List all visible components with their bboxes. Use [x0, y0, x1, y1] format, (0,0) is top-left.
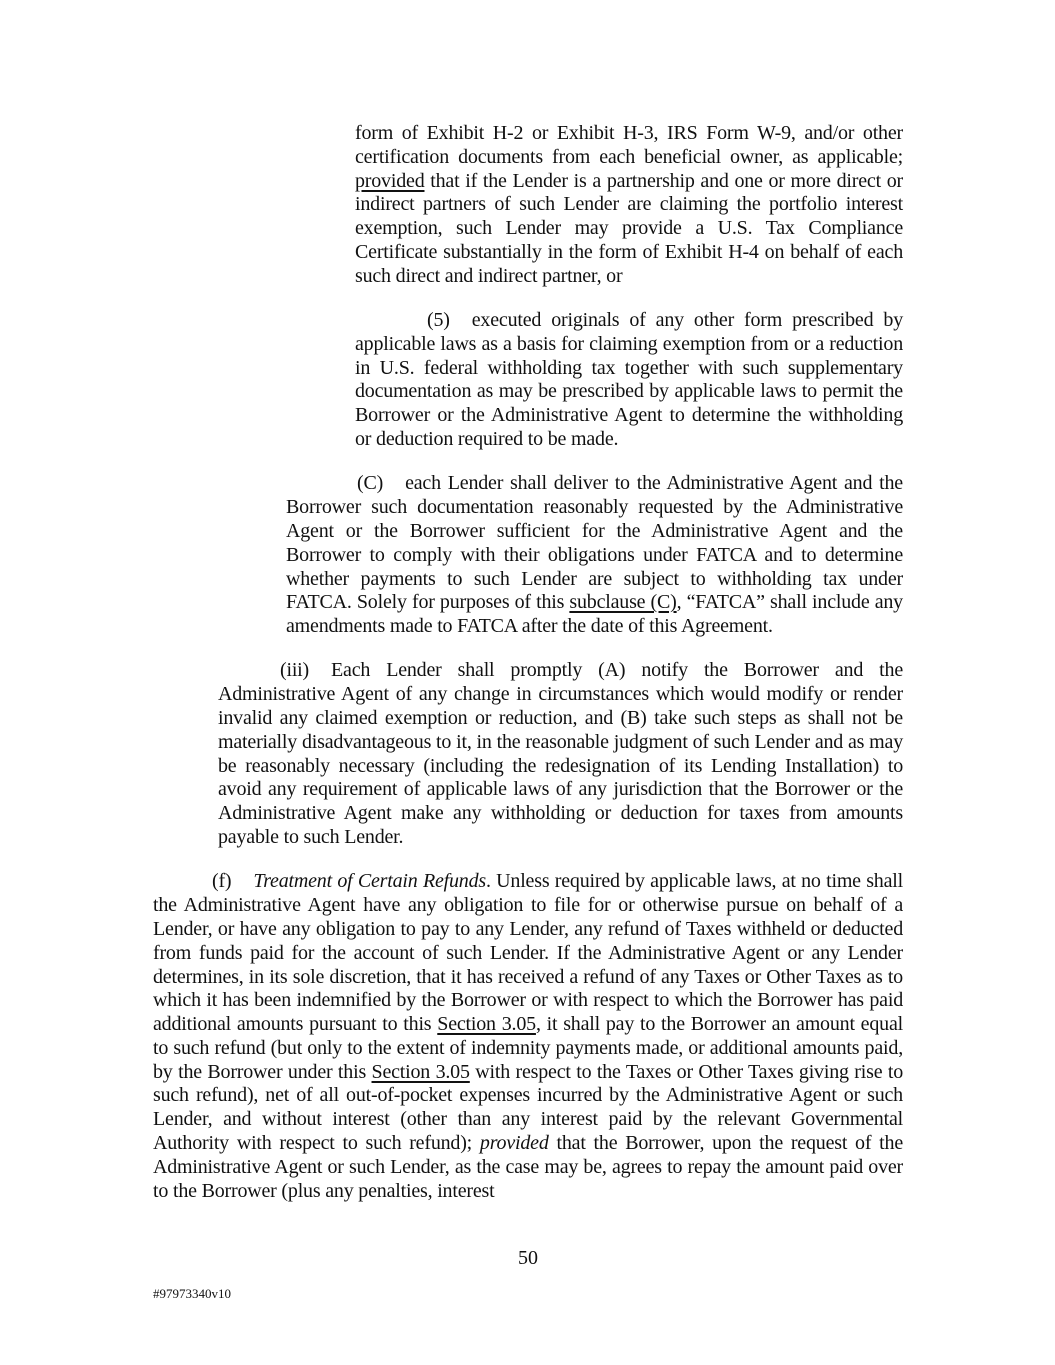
document-control-number: #97973340v10 [153, 1286, 231, 1301]
text-run: , “FATCA” shall include any amendments made to FATCA after the date of this Agreement. [286, 591, 903, 638]
text-run: (f) [212, 870, 232, 893]
text-run: . Unless required by applicable laws, at no time shall the Administrative Agent have any obligation to file for or otherwise pursue on behalf of a Lender, or have any obligation to pay to any Lender, any refund of Taxes withheld or deducted from funds paid for the account of such Lender. If the Administrative Agent or any Lender determines, in its sole discretion, that it has received a refund of any Taxes or Other Taxes as to which it has been indemnified by the Borrower or with respect to which the Borrower has paid additional amounts pursuant to this [153, 870, 903, 1036]
paragraph-clause-5 [355, 309, 903, 452]
text-run: (C) [357, 472, 384, 495]
paragraph-clause-c [286, 472, 903, 639]
text-run: subclause (C) [569, 591, 677, 614]
text-run: , it shall pay to the Borrower an amount equal to such refund (but only to the extent of indemnity payments made, or additional amounts paid, by the Borrower under this [153, 1013, 903, 1083]
page-number: 50 [518, 1247, 538, 1269]
text-run: executed originals of any other form prescribed by applicable laws as a basis for claiming exemption from or a reduction in U.S. federal withholding tax together with such supplementary documentation as may be prescribed by applicable laws to permit the Borrower or the Administrative Agent to determine the withholding or deduction required to be made. [355, 309, 903, 451]
text-run: that if the Lender is a partnership and one or more direct or indirect partners of such Lender are claiming the portfolio interest exemption, such Lender may provide a U.S. Tax Compliance Certificate substantially in the form of Exhibit H-4 on behalf of each such direct and indirect partner, or [355, 169, 903, 287]
paragraph-clause-iii [218, 659, 903, 849]
text-run: provided [355, 169, 425, 192]
paragraph-exhibit-forms-continuation [355, 122, 903, 289]
paragraph-clause-f [153, 870, 903, 1203]
text-run: with respect to the Taxes or Other Taxes giving rise to such refund), net of all out-of-pocket expenses incurred by the Administrative Agent or such Lender, and without interest (other than any interest paid by the relevant Governmental Authority with respect to such refund); [153, 1060, 904, 1155]
text-run: (5) [427, 309, 450, 332]
text-run: Section 3.05 [437, 1013, 536, 1036]
text-run: (iii) [280, 659, 309, 682]
text-run: provided [479, 1132, 549, 1155]
text-run: Treatment of Certain Refunds [253, 870, 486, 893]
text-run: that the Borrower, upon the request of the Administrative Agent or such Lender, as the case may be, agrees to repay the amount paid over to the Borrower (plus any penalties, interest [153, 1132, 903, 1202]
text-run: Section 3.05 [371, 1060, 470, 1083]
text-run: each Lender shall deliver to the Administrative Agent and the Borrower such documentation reasonably requested by the Administrative Agent or the Borrower sufficient for the Administrative Agent and the Borrower to comply with their obligations under FATCA and to determine whether payments to such Lender are subject to withholding tax under FATCA. Solely for purposes of this [286, 472, 903, 614]
document-body [153, 122, 903, 1203]
text-run: form of Exhibit H-2 or Exhibit H-3, IRS Form W-9, and/or other certification documents from each beneficial owner, as applicable; [355, 122, 903, 168]
text-run: Each Lender shall promptly (A) notify the Borrower and the Administrative Agent of any change in circumstances which would modify or render invalid any claimed exemption or reduction, and (B) take such steps as shall not be materially disadvantageous to it, in the reasonable judgment of such Lender and as may be reasonably necessary (including the redesignation of its Lending Installation) to avoid any requirement of applicable laws of any jurisdiction that the Borrower or the Administrative Agent make any withholding or deduction for taxes from amounts payable to such Lender. [218, 659, 903, 849]
